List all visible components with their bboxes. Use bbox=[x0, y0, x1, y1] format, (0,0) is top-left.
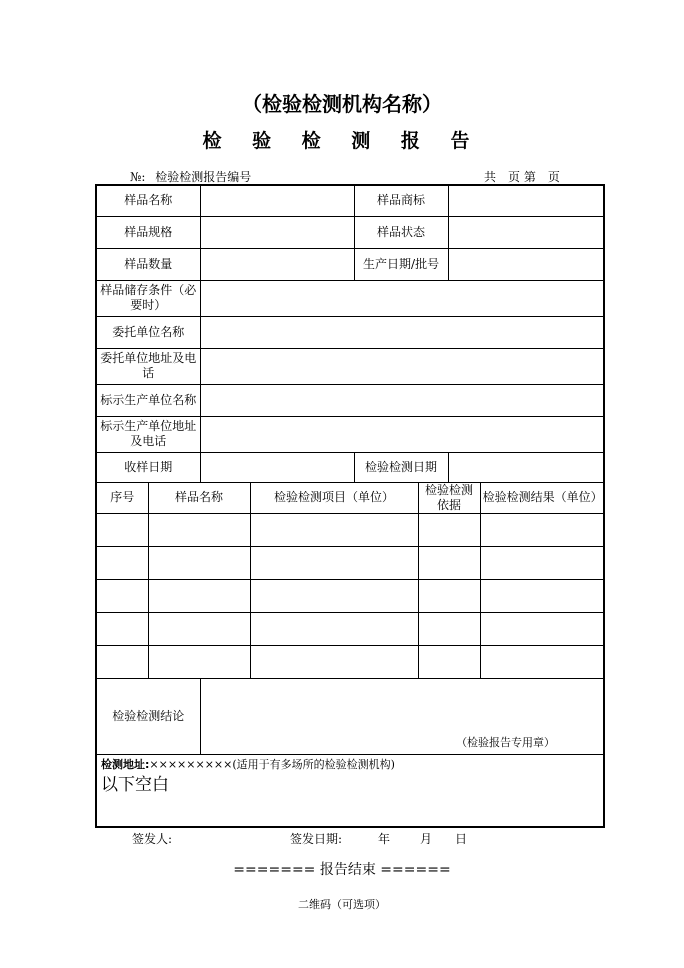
cell[interactable] bbox=[148, 546, 250, 579]
cell[interactable] bbox=[96, 612, 148, 645]
table-row bbox=[96, 546, 604, 579]
cell[interactable] bbox=[250, 645, 418, 678]
col-header-test-item: 检验检测项目（单位） bbox=[250, 482, 418, 513]
label-storage: 样品储存条件（必要时） bbox=[96, 280, 200, 316]
report-title: 检 验 检 测 报 告 bbox=[202, 130, 482, 152]
label-producer-address: 标示生产单位地址及电话 bbox=[96, 416, 200, 452]
cell[interactable] bbox=[96, 579, 148, 612]
cell[interactable] bbox=[250, 612, 418, 645]
blank-marker: 以下空白 bbox=[101, 774, 169, 795]
label-client-name: 委托单位名称 bbox=[96, 316, 200, 348]
cell[interactable] bbox=[96, 546, 148, 579]
cell[interactable] bbox=[418, 579, 480, 612]
qr-code-note: 二维码（可选项） bbox=[298, 898, 386, 911]
value-sample-spec[interactable] bbox=[200, 216, 354, 248]
issue-date-label: 签发日期: bbox=[290, 832, 343, 846]
value-producer-name[interactable] bbox=[200, 384, 604, 416]
label-sample-spec: 样品规格 bbox=[96, 216, 200, 248]
col-header-sample-name: 样品名称 bbox=[148, 482, 250, 513]
col-header-index: 序号 bbox=[96, 482, 148, 513]
address-block bbox=[96, 754, 604, 827]
label-client-address: 委托单位地址及电话 bbox=[96, 348, 200, 384]
day-label: 日 bbox=[455, 832, 468, 846]
col-header-test-basis: 检验检测依据 bbox=[418, 482, 480, 513]
cell[interactable] bbox=[148, 513, 250, 546]
cell[interactable] bbox=[480, 546, 604, 579]
cell[interactable] bbox=[148, 645, 250, 678]
value-test-date[interactable] bbox=[448, 452, 604, 482]
value-storage[interactable] bbox=[200, 280, 604, 316]
cell[interactable] bbox=[250, 546, 418, 579]
label-sample-qty: 样品数量 bbox=[96, 248, 200, 280]
address-value: ×××××××××(适用于有多场所的检验检测机构) bbox=[149, 757, 395, 771]
cell[interactable] bbox=[418, 612, 480, 645]
label-producer-name: 标示生产单位名称 bbox=[96, 384, 200, 416]
cell[interactable] bbox=[418, 513, 480, 546]
table-row bbox=[96, 612, 604, 645]
cell[interactable] bbox=[96, 513, 148, 546]
value-sample-qty[interactable] bbox=[200, 248, 354, 280]
value-production-date[interactable] bbox=[448, 248, 604, 280]
org-name: （检验检测机构名称） bbox=[242, 92, 442, 116]
label-sample-name: 样品名称 bbox=[96, 185, 200, 216]
report-form bbox=[95, 184, 605, 828]
value-sample-status[interactable] bbox=[448, 216, 604, 248]
table-row bbox=[96, 513, 604, 546]
cell[interactable] bbox=[250, 579, 418, 612]
cell[interactable] bbox=[480, 579, 604, 612]
cell[interactable] bbox=[480, 513, 604, 546]
report-number bbox=[130, 168, 251, 185]
value-receive-date[interactable] bbox=[200, 452, 354, 482]
value-client-name[interactable] bbox=[200, 316, 604, 348]
value-client-address[interactable] bbox=[200, 348, 604, 384]
report-no-value: 检验检测报告编号 bbox=[155, 170, 252, 184]
cell[interactable] bbox=[418, 546, 480, 579]
stamp-note: （检验报告专用章） bbox=[456, 735, 556, 749]
cell[interactable] bbox=[250, 513, 418, 546]
year-label: 年 bbox=[378, 832, 391, 846]
cell[interactable] bbox=[480, 612, 604, 645]
label-conclusion: 检验检测结论 bbox=[96, 678, 200, 754]
col-header-test-result: 检验检测结果（单位） bbox=[480, 482, 604, 513]
address-label: 检测地址: bbox=[101, 757, 150, 771]
value-sample-trademark[interactable] bbox=[448, 185, 604, 216]
cell[interactable] bbox=[418, 645, 480, 678]
label-sample-trademark: 样品商标 bbox=[354, 185, 448, 216]
table-row bbox=[96, 645, 604, 678]
label-production-date: 生产日期/批号 bbox=[354, 248, 448, 280]
cell[interactable] bbox=[480, 645, 604, 678]
month-label: 月 bbox=[420, 832, 433, 846]
value-sample-name[interactable] bbox=[200, 185, 354, 216]
issuer-label: 签发人: bbox=[132, 832, 173, 846]
value-producer-address[interactable] bbox=[200, 416, 604, 452]
cell[interactable] bbox=[96, 645, 148, 678]
value-conclusion[interactable] bbox=[200, 678, 604, 754]
report-no-label: №: bbox=[130, 170, 146, 184]
label-test-date: 检验检测日期 bbox=[354, 452, 448, 482]
label-receive-date: 收样日期 bbox=[96, 452, 200, 482]
page-info: 共 页 第 页 bbox=[484, 170, 560, 184]
table-row bbox=[96, 579, 604, 612]
cell[interactable] bbox=[148, 579, 250, 612]
report-end: ======= 报告结束 ====== bbox=[233, 862, 451, 878]
cell[interactable] bbox=[148, 612, 250, 645]
label-sample-status: 样品状态 bbox=[354, 216, 448, 248]
